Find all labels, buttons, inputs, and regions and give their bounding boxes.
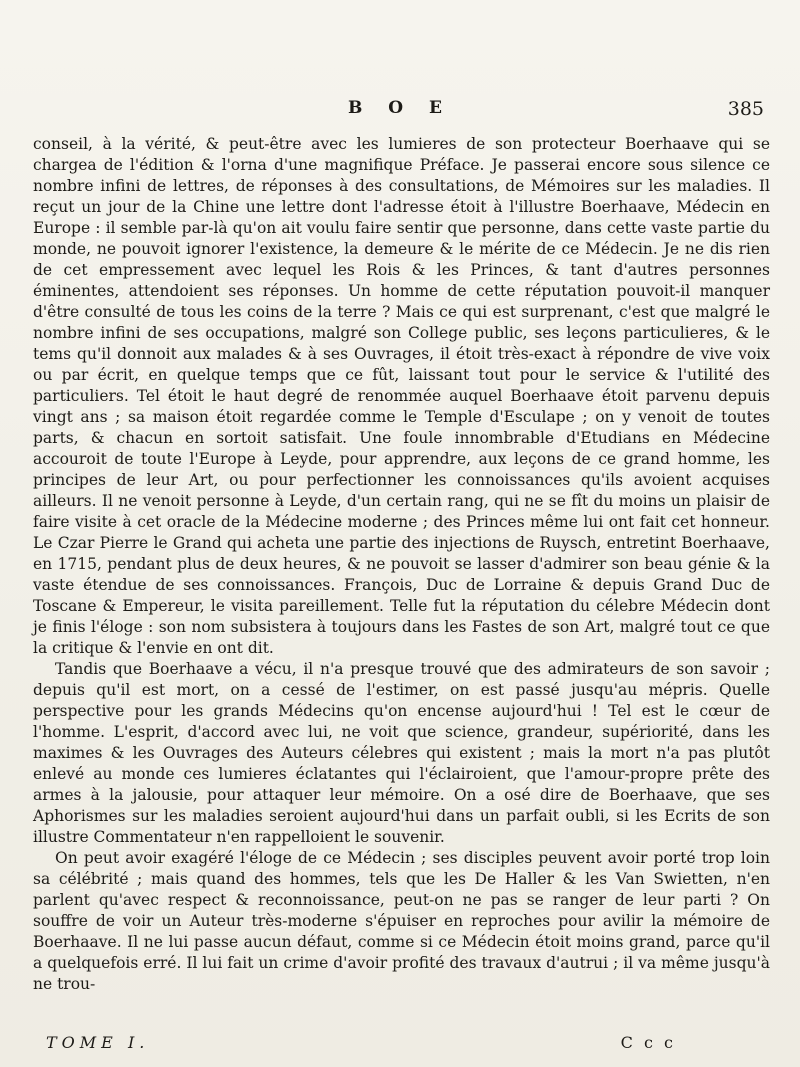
running-head: B O E	[348, 98, 452, 118]
paragraph-3: On peut avoir exagéré l'éloge de ce Médecin ; ses disciples peuvent avoir porté trop loin sa célébrité ; mais quand des hommes, tels que les De Haller & les Van Swietten, n'en parlent qu'avec respect & reconnoissance, peut-on ne pas se ranger de leur parti ? On souffre de voir un Auteur très-moderne s'épuiser en reproches pour avilir la mémoire de Boerhaave. Il ne lui passe aucun défaut, comme si ce Médecin étoit moins grand, parce qu'il a quelquefois erré. Il lui fait un crime d'avoir profité des travaux d'autrui ; il va même jusqu'à ne trou-	[33, 849, 770, 993]
volume-label: TOME I.	[46, 1033, 150, 1052]
body-text	[33, 134, 770, 995]
page-header	[0, 98, 800, 128]
page-footer	[0, 1033, 800, 1057]
paragraph-2: Tandis que Boerhaave a vécu, il n'a presque trouvé que des admirateurs de son savoir ; depuis qu'il est mort, on a cessé de l'estimer, on est passé jusqu'au mépris. Quelle perspective pour les grands Médecins qu'on encense aujourd'hui ! Tel est le cœur de l'homme. L'esprit, d'accord avec lui, ne voit que science, grandeur, supériorité, dans les maximes & les Ouvrages des Auteurs célebres qui existent ; mais la mort n'a pas plutôt enlevé au monde ces lumieres éclatantes qui l'éclairoient, que l'amour-propre prête des armes à la jalousie, pour attaquer leur mémoire. On a osé dire de Boerhaave, que ses Aphorismes sur les maladies seroient aujourd'hui dans un parfait oubli, si les Ecrits de son illustre Commentateur n'en rappelloient le souvenir.	[33, 660, 770, 846]
signature-mark: C c c	[620, 1033, 676, 1052]
page-number: 385	[727, 98, 764, 120]
paragraph-1: conseil, à la vérité, & peut-être avec les lumieres de son protecteur Boerhaave qui se chargea de l'édition & l'orna d'une magnifique Préface. Je passerai encore sous silence ce nombre infini de lettres, de réponses à des consultations, de Mémoires sur les maladies. Il reçut un jour de la Chine une lettre dont l'adresse étoit à l'illustre Boerhaave, Médecin en Europe : il semble par-là qu'on ait voulu faire sentir que personne, dans cette vaste partie du monde, ne pouvoit ignorer l'existence, la demeure & le mérite de ce Médecin. Je ne dis rien de cet empressement avec lequel les Rois & les Princes, & tant d'autres personnes éminentes, attendoient ses réponses. Un homme de cette réputation pouvoit-il manquer d'être consulté de tous les coins de la terre ? Mais ce qui est surprenant, c'est que malgré le nombre infini de ses occupations, malgré son College public, ses leçons particulieres, & le tems qu'il donnoit aux malades & à ses Ouvrages, il étoit très-exact à répondre de vive voix ou par écrit, en quelque temps que ce fût, laissant tout pour le service & l'utilité des particuliers. Tel étoit le haut degré de renommée auquel Boerhaave étoit parvenu depuis vingt ans ; sa maison étoit regardée comme le Temple d'Esculape ; on y venoit de toutes parts, & chacun en sortoit satisfait. Une foule innombrable d'Etudians en Médecine accouroit de toute l'Europe à Leyde, pour apprendre, aux leçons de ce grand homme, les principes de leur Art, ou pour perfectionner les connoissances qu'ils avoient acquises ailleurs. Il ne venoit personne à Leyde, d'un certain rang, qui ne se fît du moins un plaisir de faire visite à cet oracle de la Médecine moderne ; des Princes même lui ont fait cet honneur. Le Czar Pierre le Grand qui acheta une partie des injections de Ruysch, entretint Boerhaave, en 1715, pendant plus de deux heures, & ne pouvoit se lasser d'admirer son beau génie & la vaste étendue de ses connoissances. François, Duc de Lorraine & depuis Grand Duc de Toscane & Empereur, le visita pareillement. Telle fut la réputation du célebre Médecin dont je finis l'éloge : son nom subsistera à toujours dans les Fastes de son Art, malgré tout ce que la critique & l'envie en ont dit.	[33, 135, 770, 657]
